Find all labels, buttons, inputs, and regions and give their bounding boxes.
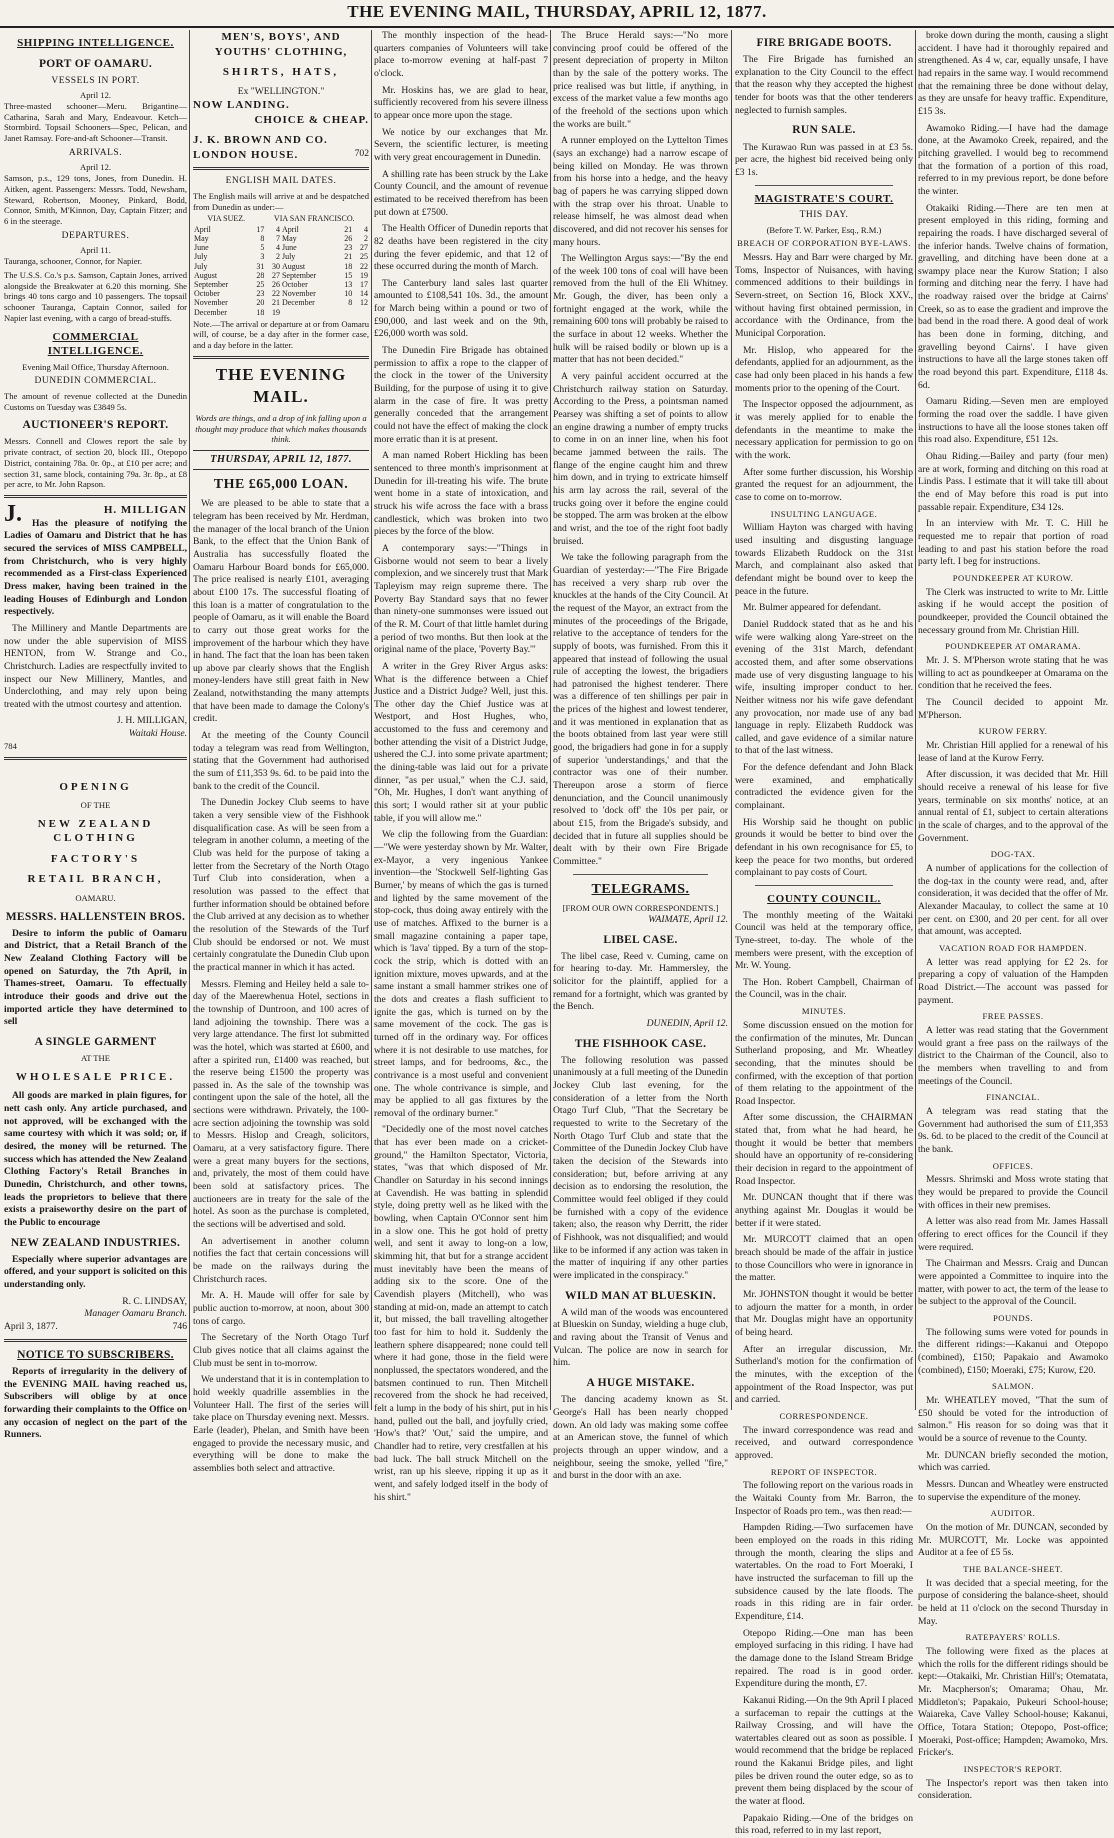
mail-date-cell: May bbox=[281, 234, 297, 243]
mail-date-cell: 19 bbox=[271, 307, 280, 317]
divider bbox=[755, 185, 893, 186]
brown-footer bbox=[193, 148, 369, 163]
subheading: SALMON. bbox=[992, 1381, 1034, 1392]
dunedin-commercial-heading: DUNEDIN COMMERCIAL. bbox=[34, 376, 157, 387]
commercial-heading: COMMERCIAL INTELLIGENCE. bbox=[47, 330, 144, 358]
subheading: REPORT OF INSPECTOR. bbox=[770, 1466, 878, 1477]
column-rule bbox=[550, 30, 551, 1410]
at-the: AT THE bbox=[80, 1053, 111, 1064]
news-paragraph: Mr. WHEATLEY moved, "That the sum of £50 should be voted for the introduction of salmon." His reason for so doing was that it would be a source of revenue to the County. bbox=[918, 1395, 1108, 1445]
divider bbox=[193, 356, 369, 359]
mail-date-cell: 30 bbox=[271, 261, 280, 271]
news-paragraph: Some discussion ensued on the motion for the confirmation of the minutes, Mr. Duncan Sutherland proposing, and Mr. Wheatley seconding, that the minutes should be confirmed, with the exception of that portion of them relating to the appointment of the Road Inspector. bbox=[735, 1019, 913, 1107]
news-paragraph: After an irregular discussion, Mr. Sutherland's motion for the confirmation of the minutes, with the exception of the appointment of the Road Inspector, was put and carried. bbox=[735, 1343, 913, 1406]
news-paragraph: Oamaru Riding.—Seven men are employed forming the road over the saddle. I have given instructions to have all the loose stones taken off this road also. Expenditure, £51 12s. bbox=[918, 396, 1108, 446]
news-paragraph: The dancing academy known as St. George's Hall has been nearly chopped down. An old lady was making some coffee at an American stove, the funnel of which projects through an upper window, and a neighbour, seeing the smoke, yelled "fire," and burst in the door with an axe. bbox=[553, 1394, 728, 1482]
article-paragraph: The Secretary of the North Otago Turf Club gives notice that all claims against the Club must be sent in to-morrow. bbox=[193, 1332, 369, 1369]
ad-number: 784 bbox=[4, 740, 17, 751]
news-paragraph: The inward correspondence was read and received, and outward correspondence approved. bbox=[735, 1424, 913, 1461]
subheading: THE BALANCE-SHEET. bbox=[963, 1564, 1063, 1575]
mail-date-cell: 23 bbox=[344, 243, 353, 253]
news-paragraph: We notice by our exchanges that Mr. Severn, the scientific lecturer, is meeting with very great encouragement in Dunedin. bbox=[374, 126, 548, 163]
divider bbox=[755, 885, 893, 886]
arrivals-text: Samson, p.s., 129 tons, Jones, from Dunedin. H. Aitken, agent. Passengers: Messrs. Todd, Newsham, Steward, Robertson, Mooney, Pinkard, Bodd, Connor, Smith, M'Kinnon, Day, Captain Fitzer; and 6 in the steerage. bbox=[4, 173, 187, 227]
news-paragraph: Messrs. Hay and Barr were charged by Mr. Toms, Inspector of Nuisances, with having commenced additions to their buildings in Severn-street, on Section 16, Block XXV., without having first obtained permission, in accordance with the Ordinance, from the Municipal Corporation. bbox=[735, 252, 913, 340]
divider bbox=[4, 1339, 187, 1342]
mail-date-cell: 27 bbox=[360, 243, 368, 253]
nz-clothing-heading: NEW ZEALAND CLOTHING bbox=[37, 817, 154, 845]
mail-route-headers bbox=[193, 214, 369, 225]
mail-date-cell: June bbox=[281, 243, 297, 253]
news-paragraph: Hampden Riding.—Two surfacemen have been employed on the roads in this riding through the month, clearing the slips and watertables. On the road to Fort Moeraki, I have instructed the surfaceman to fill up the subsidence caused by the late floods. The roads in this riding are in fair order. Expenditure, £14. bbox=[735, 1522, 913, 1622]
news-paragraph: Mr. DUNCAN thought that if there was anything against Mr. Douglas it would be better if it were stated. bbox=[735, 1192, 913, 1229]
mail-date-cell: November bbox=[281, 289, 316, 299]
column-2 bbox=[193, 30, 369, 1474]
news-paragraph: The Dunedin Fire Brigade has obtained permission to affix a rope to the clapper of the clock in the tower of the University Building, for the purpose of using it to give alarm in the case of fire. It was pretty generally conceded that the arrangement could not have the effect of making the clock more erratic than it is at present. bbox=[374, 345, 548, 445]
news-paragraph: The following sums were voted for pounds in the different ridings:—Kakanui and Otepopo (combined), £150; Papakaio and Awamoko (combined), £150; Moeraki, £75; Kurow, £20. bbox=[918, 1326, 1108, 1376]
divider bbox=[573, 874, 708, 875]
divider bbox=[4, 757, 187, 760]
mail-date-cell: 8 bbox=[348, 298, 353, 308]
mail-date-cell: 25 bbox=[360, 252, 368, 262]
date-line: April 12. bbox=[79, 90, 112, 101]
news-paragraph: Mr. JOHNSTON thought it would be better to adjourn the matter for a month, in order that Mr. Douglas might have an opportunity of being heard. bbox=[735, 1289, 913, 1338]
article-paragraph: Messrs. Fleming and Heiley held a sale to-day of the Maerewhenua Hotel, sections in the township of Duntroon, and 100 acres of land adjoining the township. There was a very large attendance. The first lot submitted was the hotel, which was started at £600, and after a spirited run, £1400 was reached, but the reserve being £1500 the property was passed in. As the sale of the township was contingent upon the sale of the hotel, all the sections were withdrawn. Privately, the 100-acre section adjoining the township was sold to Messrs. Hislop and Creagh, solicitors, Oamaru, at a very satisfactory figure. There were a great many buyers for the sections, and, privately, the most of them could have been sold at satisfactory prices. The auctioneers are in treaty for the sale of the hotel. As soon as the purchase is completed, the sections will be advertised and sold. bbox=[193, 978, 369, 1231]
shipping-note: The U.S.S. Co.'s p.s. Samson, Captain Jones, arrived alongside the Breakwater at 6.20 this morning. She brings 40 tons cargo and 10 passengers. The topsail schooner Tauranga, Captain Connor, sailed for Napier last evening, with a cargo of bread-stuffs. bbox=[4, 269, 187, 323]
mail-date-cell: 27 bbox=[271, 270, 280, 280]
news-paragraph: The monthly meeting of the Waitaki Council was held at the temporary office, Tyne-street, to-day. The whole of the members were present, with the exception of Mr. W. Young. bbox=[735, 909, 913, 972]
mail-intro: The English mails will arrive at and be despatched from Dunedin as under:— bbox=[193, 190, 369, 212]
auction-heading: AUCTIONEER'S REPORT. bbox=[22, 419, 169, 432]
mail-date-cell: 28 bbox=[256, 270, 265, 280]
news-paragraph: "Decidedly one of the most novel catches that has ever been made on a cricket-ground," the Hamilton Spectator, Victoria, states, "was that which disposed of Mr. Chandler on Saturday in his second innings at Cavendish. He was batting in splendid style, doing pretty well as he liked with the bowling, when Captain O'Connor sent him in a slow one. This he got hold of pretty well, and sent it away to long-on a low, skimming hit, that but for a strange accident must inevitably have been the means of adding six to the score. One of the Cavendish players (Mitchell), who was standing at mid-on, made an attempt to catch it, but missed, the ball travelling altogether too fast for him to hold it. Suddenly the leathern sphere disappeared; none could tell where it had gone, those in the field were nonplussed, the spectators wondered, and the batsmen continued to run. Then Mitchell recovered from the shock he had received, felt a lump in the body of his shirt, put in his hand, pulled out the ball, and joyfully cried, 'How's that?' 'Out,' said the umpire, and Chandler had to retire, very crestfallen at his bad luck. The ball struck Mitchell on the wrist, ran up his sleeve, ripping it up as it went, and safely lodged itself in the body of his shirt." bbox=[374, 1124, 548, 1503]
vessels-text: Three-masted schooner—Meru. Brigantine—Catharina, Sarah and Mary, Endeavour. Ketch—Stormbird. Topsail Schooners—Spec, Pelican, and Janet Ramsay. Fore-and-aft Schooner—Transit. bbox=[4, 100, 187, 144]
subheading: POUNDS. bbox=[992, 1312, 1034, 1323]
mail-dates-heading: ENGLISH MAIL DATES. bbox=[225, 176, 337, 187]
mistake-heading: A HUGE MISTAKE. bbox=[586, 1377, 695, 1390]
mail-date-cell: 5 bbox=[260, 243, 265, 253]
news-paragraph: The monthly inspection of the head-quarters companies of Volunteers will take place to-morrow evening at half-past 7 o'clock. bbox=[374, 30, 548, 79]
mail-date-cell: August bbox=[281, 261, 306, 271]
mail-date-cell: 14 bbox=[360, 289, 368, 299]
news-paragraph: The Canterbury land sales last quarter amounted to £108,541 10s. 3d., the amount for March being within a pound or two of £90,000, and last week and on the 9th, £26,000 worth was sold. bbox=[374, 277, 548, 340]
news-paragraph: The following resolution was passed unanimously at a full meeting of the Dunedin Jockey Club last evening, for the consideration of a letter from the North Otago Turf Club, "That the Secretary be requested to write to the Secretary of the North Otago Turf Club and state that the Committee of the Dunedin Jockey Club have taken the decision of the Stewards into consideration; but, before arriving at any decision as to endorsing the resolution, the Committee would feel obliged if they could be furnished with a copy of the evidence taken; also, the reason why Derritt, the rider of Fishhook, was not disqualified; and would like to be informed if any action was taken in the matter of inquiring if any other parties were implicated in the conspiracy." bbox=[553, 1054, 728, 1281]
dateline: WAIMATE, April 12. bbox=[648, 913, 728, 925]
mail-date-cell: July bbox=[194, 261, 208, 271]
dropcap: J. bbox=[4, 501, 22, 528]
news-paragraph: The Hon. Robert Campbell, Chairman of the Council, was in the chair. bbox=[735, 976, 913, 1001]
correspondents-line: [FROM OUR OWN CORRESPONDENTS.] bbox=[562, 903, 719, 914]
column-rule bbox=[731, 30, 732, 1410]
news-paragraph: His Worship said he thought on public grounds it would be better to bind over the defendant in his own recognisance for £5, to keep the peace for two months, but ordered complainant to pay costs of Court. bbox=[735, 816, 913, 879]
article-paragraph: We are pleased to be able to state that a telegram has been received by Mr. Herdman, the manager of the local branch of the Union Bank, to the effect that the Union Bank of Australia has successfully floated the Oamaru Harbour Board bonds for £65,000. The price realised is nearly £101, averaging about £100 17s. The successful floating of this loan is a matter of congratulation to the people of Oamaru, as it will enable the Board to carry out those great works for the improvement of the harbour which they have in hand. The fact that the loan has been taken up above par clearly shows that the English money-lenders have still great faith in New Zealand, notwithstanding the many attempts that have been made to damage the Colony's credit. bbox=[193, 498, 369, 725]
mail-date-cell: July bbox=[281, 252, 296, 262]
wholesale-heading: WHOLESALE PRICE. bbox=[15, 1070, 176, 1083]
mail-date-row bbox=[193, 271, 369, 280]
masthead: THE EVENING MAIL, THURSDAY, APRIL 12, 1877. bbox=[0, 0, 1114, 28]
mail-date-cell: October bbox=[281, 279, 308, 289]
mail-date-row bbox=[193, 308, 369, 317]
wildman-heading: WILD MAN AT BLUESKIN. bbox=[565, 1289, 716, 1302]
arrivals-heading: ARRIVALS. bbox=[68, 147, 123, 158]
news-paragraph: Mr. MURCOTT claimed that an open breach should be made of the affair in justice to those Councillors who were in ignorance in the matter. bbox=[735, 1234, 913, 1284]
mail-date-cell: 12 bbox=[360, 298, 368, 308]
departures-text: Tauranga, schooner, Connor, for Napier. bbox=[4, 256, 143, 267]
shipping-heading: SHIPPING INTELLIGENCE. bbox=[17, 37, 174, 49]
subheading: BREACH OF CORPORATION BYE-LAWS. bbox=[737, 238, 911, 249]
news-paragraph: The following report on the various roads in the Waitaki County from Mr. Barron, the Inspector of Roads pro tem., was then read:— bbox=[735, 1480, 913, 1517]
column-1 bbox=[4, 30, 187, 1441]
opening-heading: OPENING bbox=[59, 780, 132, 793]
mail-date-cell: June bbox=[194, 243, 209, 253]
of-the: OF THE bbox=[80, 800, 111, 811]
mail-date-row bbox=[193, 252, 369, 261]
article-paragraph: At the meeting of the County Council today a telegram was read from Wellington, stating that the Government had authorised the sum of £11,353 9s. 6d. to be paid into the bank to the credit of the Council. bbox=[193, 730, 369, 792]
dunedin-commercial-text: The amount of revenue collected at the Dunedin Customs on Tuesday was £3849 5s. bbox=[4, 390, 187, 412]
news-paragraph: Ohau Riding.—Bailey and party (four men) are at work, forming and ditching on this road at Lindis Pass. I estimate that it will take till about the end of May before this road is put into passable repair. Expenditure, £34 12s. bbox=[918, 451, 1108, 513]
mail-date-cell: August bbox=[194, 270, 218, 280]
column-rule bbox=[371, 30, 372, 1410]
mail-date-cell: November bbox=[194, 298, 228, 308]
subheading: KUROW FERRY. bbox=[978, 726, 1048, 737]
news-paragraph: We clip the following from the Guardian:—"We were yesterday shown by Mr. Walter, ex-Mayor, a very ingenious Yankee invention—the 'Stockwell Self-lighting Gas Burner,' by means of which the gas is turned and lighted by the same movement of the stop-cock, thus doing away entirely with the use of matches. Affixed to the burner is a small magazine containing a paper tape, which is 'lava' tipped. By a turn of the stop-cock the strip, which is dotted with an ignition mixture, moves upwards, and at the same instant a small hammer strikes one of the dots and creates a flash sufficient to ignite the gas, which is turned on by the same movement of the cock. The gas is turned off in the ordinary way. For offices where it is not desirable to use matches, for street lamps, and for bedrooms, &c., the contrivance is a most useful and convenient one. The whole contrivance is simple, and may be applied to all gas fixtures by the removal of the ordinary burner." bbox=[374, 829, 548, 1119]
milligan-ad bbox=[4, 503, 187, 751]
divider bbox=[193, 167, 369, 170]
port-heading: PORT OF OAMARU. bbox=[38, 57, 153, 70]
news-paragraph: A contemporary says:—"Things in Gisborne would not seem to bear a lively complexion, and we sincerely trust that Mark Tapleyism may reign supreme there. The Poverty Bay Standard says that no fewer than ninety-one summonses were issued out of the R. M. Court of that little hamlet during a period of two months. But then look at the original name of the place, 'Poverty Bay.'" bbox=[374, 542, 548, 656]
mail-date-cell: 19 bbox=[360, 270, 368, 280]
mail-date-row bbox=[193, 280, 369, 289]
news-paragraph: The Inspector's report was then taken into consideration. bbox=[918, 1777, 1108, 1802]
via-suez: VIA SUEZ. bbox=[207, 214, 246, 224]
news-paragraph: The Health Officer of Dunedin reports that 82 deaths have been registered in the city during the fever epidemic, and that 12 of these occurred during the month of March. bbox=[374, 223, 548, 273]
mail-date-cell: 20 bbox=[256, 298, 265, 308]
mail-date-cell: 25 bbox=[256, 279, 265, 289]
news-paragraph: After discussion, it was decided that Mr. Hill should receive a renewal of his lease for five years, terminable on six months' notice, at an annual rental of £1, subject to certain alterations in the scale of charges, and to the approval of the Government. bbox=[918, 769, 1108, 844]
subheading: OFFICES. bbox=[992, 1160, 1034, 1171]
mail-date-cell: December bbox=[281, 298, 315, 308]
shirts-heading: SHIRTS, HATS, bbox=[222, 66, 340, 79]
mail-date-cell: 21 bbox=[271, 298, 280, 308]
news-paragraph: Mr. J. S. M'Pherson wrote stating that he was willing to act as poundkeeper at Omarama on the condition that he received the fees. bbox=[918, 655, 1108, 692]
run-sale-heading: RUN SALE. bbox=[792, 124, 856, 137]
news-paragraph: A writer in the Grey River Argus asks: What is the difference between a Chief Justice and a District Judge? Well, just this. The other day the Chief Justice was at Westport, and Host Hughes, who, accustomed to the fuss and ceremony and bother attending the visit of a District Judge, ushered the C.J. into some private apartment; the dining-table was laid out for a private dinner, "as per usual," when the C.J. said, "Oh, Mr. Hughes, I don't want anything of this sort; I would rather sit at your public table, if you will allow me." bbox=[374, 660, 548, 824]
news-paragraph: A runner employed on the Lyttelton Times (says an exchange) had a narrow escape of being killed on Monday. He was thrown from his horse into a hedge, and the heavy bag of papers he was carrying slipped down with the strap over his throat. Unable to release himself, he was almost dead when discovered, and did not recover his senses for many hours. bbox=[553, 135, 728, 248]
subheading: POUNDKEEPER AT OMARAMA. bbox=[945, 641, 1081, 652]
column-3 bbox=[374, 30, 548, 1503]
news-paragraph: Otakaiki Riding.—There are ten men at present employed in this riding, forming and repairing the roads. I have discharged several of the inferior hands. Twelve chains of formation, gravelling, and ditching have been done at a swampy place near the Kurow Station; I also forming and ditching near the ferry. I have had the roadway raised over the bridge at Cairns' Creek, so as to ease the gradient and improve the bad bend in the road there. A good deal of work has been done in forming, ditching, and gravelling beyond Cairns'. I have given instructions to have all the large stones taken off the road beyond this part. Expenditure, £118 4s. 6d. bbox=[918, 202, 1108, 391]
subheading: POUNDKEEPER AT KUROW. bbox=[952, 572, 1074, 583]
news-paragraph: A letter was read applying for £2 2s. for preparing a copy of valuation of the Hampden Road District.—The account was passed for payment. bbox=[918, 956, 1108, 1006]
mail-date-row bbox=[193, 298, 369, 307]
news-paragraph: Messrs. Duncan and Wheatley were enstructed to supervise the expenditure of the money. bbox=[918, 1479, 1108, 1503]
article-paragraph: An advertisement in another column notifies the fact that certain concessions will be made on the railways during the Christchurch races. bbox=[193, 1235, 369, 1285]
mail-date-cell: 3 bbox=[260, 252, 265, 262]
hallenstein-heading: MESSRS. HALLENSTEIN BROS. bbox=[5, 910, 186, 923]
commercial-note: Evening Mail Office, Thursday Afternoon. bbox=[22, 361, 169, 372]
via-san-francisco: VIA SAN FRANCISCO. bbox=[273, 214, 355, 224]
news-paragraph: Kakanui Riding.—On the 9th April I placed a surfaceman to repair the cuttings at the Railway Crossing, and will have the watertables cleared out as soon as possible. I would recommend that the bridge be replaced round the Kakanui Bridge piles, and light piles be driven round the outer edge, so as to prevent them being displaced by the scour of the water at flood. bbox=[735, 1694, 913, 1808]
motto: Words are things, and a drop of ink falling upon a thought may produce that which makes thousands think. bbox=[195, 412, 367, 445]
mail-date-cell: 4 bbox=[275, 243, 280, 253]
date-line: April 12. bbox=[79, 162, 112, 173]
mail-date-cell: 23 bbox=[256, 289, 265, 299]
mail-date-cell: 31 bbox=[256, 261, 265, 271]
milligan-name: H. MILLIGAN bbox=[103, 504, 187, 517]
mail-date-cell: April bbox=[194, 224, 211, 234]
mail-date-cell: 8 bbox=[260, 234, 265, 243]
news-paragraph: A shilling rate has been struck by the Lake County Council, and the amount of revenue estimated to be received therefrom has been put down at £7500. bbox=[374, 168, 548, 218]
departures-heading: DEPARTURES. bbox=[61, 230, 130, 241]
mens-clothing-heading: MEN'S, BOYS', AND YOUTHS' CLOTHING, bbox=[214, 31, 348, 58]
mail-date-cell: 2 bbox=[364, 234, 368, 243]
news-paragraph: Mr. DUNCAN briefly seconded the motion, which was carried. bbox=[918, 1449, 1108, 1474]
news-paragraph: On the motion of Mr. DUNCAN, seconded by Mr. MURCOTT, Mr. Locke was appointed Auditor at a fee of £5 5s. bbox=[918, 1522, 1108, 1559]
lindsay-title: Manager Oamaru Branch. bbox=[84, 1308, 187, 1320]
mail-date-cell: May bbox=[194, 234, 209, 243]
news-paragraph: The Inspector opposed the adjournment, as it was merely applied for to enable the defendants in the meantime to make the necessary application for permission to go on with the work. bbox=[735, 399, 913, 461]
lindsay-date: April 3, 1877. bbox=[4, 1321, 58, 1333]
industries-text: Especially where superior advantages are offered, and your support is solicited on this understanding only. bbox=[4, 1253, 187, 1291]
telegrams-heading: TELEGRAMS. bbox=[591, 881, 690, 897]
subheading: FINANCIAL. bbox=[986, 1092, 1040, 1103]
magistrate-heading: MAGISTRATE'S COURT. bbox=[754, 192, 894, 205]
column-5 bbox=[735, 30, 913, 1837]
vessels-heading: VESSELS IN PORT. bbox=[51, 75, 140, 86]
millinery-text: The Millinery and Mantle Departments are now under the able supervision of MISS HENTON, from W. Strange and Co., Christchurch. Ladies are respectfully invited to inspect our New Millinery, Mantles, and Underclothing, and may rely upon being treated with the utmost courtesy and attention. bbox=[4, 622, 187, 710]
mail-date-cell: 7 bbox=[275, 234, 280, 243]
county-council-heading: COUNTY COUNCIL. bbox=[767, 893, 881, 906]
article-paragraph: The Dunedin Jockey Club seems to have taken a very sensible view of the Fishhook disqualification case. As will be seen from a telegram in another column, a meeting of the Club was held for the purpose of taking a letter from the Secretary of the North Otago Turf Club into consideration, when a resolution was passed to the effect that further information should be obtained before the Club arrived at any decision as to whether the resolution of the Stewards of the Turf Club should be endorsed or not. We must certainly congratulate the Dunedin Club upon the practical manner in which it has acted. bbox=[193, 797, 369, 973]
news-paragraph: Mr. Hoskins has, we are glad to hear, sufficiently recovered from his severe illness to appear once more upon the stage. bbox=[374, 84, 548, 121]
news-paragraph: The Wellington Argus says:—"By the end of the week 100 tons of coal will have been removed from the hull of the Eli Whitney. Mr. Gough, the diver, has been only a fortnight engaged at the work, while the remaining 600 tons will probably be raised to the surface in about 12 weeks. Whether the hulk will be raised bodily or blown up is a matter that has not been decided." bbox=[553, 253, 728, 366]
mail-date-cell: 4 bbox=[364, 224, 368, 234]
mail-date-cell: April bbox=[281, 224, 299, 234]
lindsay-footer bbox=[4, 1321, 187, 1334]
column-4 bbox=[553, 30, 728, 1482]
news-paragraph: After some discussion, the CHAIRMAN stated that, from what he had heard, he thought it would be better that members should have an opportunity of re-considering their decision in regard to the appointment of Road Inspector. bbox=[735, 1112, 913, 1187]
subheading: DOG-TAX. bbox=[990, 849, 1036, 860]
news-paragraph: The following were fixed as the places at which the rolls for the different ridings should be kept:—Otakaiki, Mr. Christian Hill's; Otematata, Mr. Macpherson's; Omarama; Ohau, Mr. Middleton's; Papakaio, Pukeuri School-house; Waiareka, Cave Valley School-house; Kakanui, Office, Totara Station; Otepopo, Post-office; Moeraki, Post-office; Hampden; Awamoko, Mrs. Fricker's. bbox=[918, 1646, 1108, 1759]
news-paragraph: A man named Robert Hickling has been sentenced to three month's imprisonment at Dunedin for ill-treating his wife. The brute went home in a state of intoxication, and struck his wife across the face with a brass candlestick, which was broken into two pieces by the force of the blow. bbox=[374, 450, 548, 538]
subheading: AUDITOR. bbox=[990, 1508, 1036, 1519]
notice-text: Reports of irregularity in the delivery of the EVENING MAIL having reached us, Subscribers will oblige by at once forwarding their complaints to the Office on any occasion of neglect on the part of the Runners. bbox=[4, 1365, 187, 1441]
mail-date-cell: 17 bbox=[360, 279, 368, 289]
news-paragraph: Mr. Hislop, who appeared for the defendants, applied for an adjournment, as the case had only been placed in his hands a few moments prior to the opening of the Court. bbox=[735, 344, 913, 394]
wholesale-text: All goods are marked in plain figures, for nett cash only. Any article purchased, and not approved, will be exchanged with the same courtesy with which it was sold; or, if desired, the money will be returned. The success which has attended the New Zealand Clothing Factory's Retail Branches in Dunedin, Christchurch, and other towns, leads the proprietors to believe that there exists a praiseworthy desire on the part of the Public to encourage bbox=[4, 1090, 187, 1228]
subheading: FREE PASSES. bbox=[982, 1011, 1044, 1022]
news-paragraph: William Hayton was charged with having used insulting and disgusting language towards Elizabeth Ruddock on the 31st March, and complainant also asked that defendant might be bound over to keep the peace in the future. bbox=[735, 522, 913, 597]
mail-date-cell bbox=[338, 308, 354, 317]
news-paragraph: The Clerk was instructed to write to Mr. Little asking if he would accept the position of poundkeeper, provided the Council obtained the necessary ground from Mr. Christian Hill. bbox=[918, 586, 1108, 636]
article-paragraph: We understand that it is in contemplation to hold weekly quadrille assemblies in the Volunteer Hall. The first of the series will take place on Thursday evening next. Messrs. Earle (leader), Phelan, and Smith have been engaged to provide the necessary music, and everything will be done to make the assemblies both select and attractive. bbox=[193, 1374, 369, 1474]
news-paragraph: The Kurawao Run was passed in at £3 5s. per acre, the highest bid received being only £3 1s. bbox=[735, 141, 913, 178]
news-paragraph: Awamoko Riding.—I have had the damage done, at the Awamoko Creek, repaired, and the pitching gravelled. I would beg to recommend that the formation of a portion of this road, referred to in my previous report, be done before the winter. bbox=[918, 122, 1108, 197]
news-paragraph: Mr. Christian Hill applied for a renewal of his lease of land at the Kurow Ferry. bbox=[918, 740, 1108, 764]
news-paragraph: Daniel Ruddock stated that as he and his wife were walking along Yare-street on the evening of the 31st March, defendant accosted them, and after some observations made use of very disgusting language to his wife, insulting improper conduct to her. Neither witness nor his wife gave defendant any provocation, nor made use of any bad language in reply. Elizabeth Ruddock was called, and gave evidence of a similar nature to that of the last witness. bbox=[735, 618, 913, 757]
mail-date-row bbox=[193, 225, 369, 234]
news-paragraph: A letter was read stating that the Government would grant a free pass on the railways of the district to the Chairman of the Council, also to the members when travelling to and from meetings of the Council. bbox=[918, 1025, 1108, 1087]
news-paragraph: The Council decided to appoint Mr. M'Pherson. bbox=[918, 696, 1108, 721]
column-rule bbox=[189, 30, 190, 1410]
brown-house: LONDON HOUSE. bbox=[193, 148, 299, 161]
news-paragraph: After some further discussion, his Worship granted the request for an adjournment, the case to come on to-morrow. bbox=[735, 466, 913, 503]
mail-date-cell: September bbox=[194, 279, 229, 289]
news-paragraph: We take the following paragraph from the Guardian of yesterday:—"The Fire Brigade has received a very sharp rub over the knuckles at the hands of the City Council. At the request of the Mayor, an extract from the minutes of the proceedings of the Brigade, relative to the acceptance of tenders for the supply of boots, was furnished. From this it appeared that instead of following the usual rule of accepting the lowest, the brigadiers had patronised the highest tenderer. There was a difference of ten shillings per pair in the prices of the highest and lowest tenderer, and it was mentioned in explanation that as the boots obtained from last year were still good, the brigadiers had gone in for a supply of superior 'understandings,' and that the contractor was one of their number. Thereupon arose a storm of fierce denunciation, and the Council unanimously resolved to 'dock off' the 10s per pair, or about £15, from the Brigade's subsidy, and decided that in future all supplies should be dealt with by their own Fire Brigade Committee." bbox=[553, 552, 728, 867]
subheading: INSULTING LANGUAGE. bbox=[770, 508, 878, 519]
divider bbox=[4, 495, 187, 498]
news-paragraph: The libel case, Reed v. Cuming, came on for hearing to-day. Mr. Hammersley, the solicitor for the plaintiff, applied for a remand for a fortnight, which was granted by the Bench. bbox=[553, 950, 728, 1013]
mail-date-row bbox=[193, 234, 369, 243]
this-day: THIS DAY. bbox=[799, 210, 849, 221]
mail-date-cell: 18 bbox=[256, 307, 265, 317]
choice-cheap: CHOICE & CHEAP. bbox=[254, 113, 369, 126]
news-paragraph: broke down during the month, causing a slight accident. I have had it thoroughly repaired and strengthened. As 4 w, car, equally unsafe, I have had repairs in the same way. I would recommend that the remaining three be done without delay, as they are unsafe for heavy traffic. Expenditure, £15 3s. bbox=[918, 30, 1108, 117]
fishhook-heading: THE FISHHOOK CASE. bbox=[574, 1037, 707, 1050]
mail-date-cell: 22 bbox=[271, 289, 280, 299]
subheading: RATEPAYERS' ROLLS. bbox=[965, 1632, 1061, 1643]
loan-heading: THE £65,000 LOAN. bbox=[213, 476, 349, 492]
evening-mail-title: THE EVENING MAIL. bbox=[215, 364, 347, 407]
mail-date-row bbox=[193, 289, 369, 298]
mail-date-cell: July bbox=[194, 252, 208, 262]
fire-boots-heading: FIRE BRIGADE BOOTS. bbox=[756, 37, 892, 49]
mail-dates-table bbox=[193, 225, 369, 317]
mail-date-cell: September bbox=[281, 270, 317, 280]
mail-date-cell: December bbox=[194, 307, 227, 317]
milligan-text: Has the pleasure of notifying the Ladies of Oamaru and District that he has secured the services of MISS CAMPBELL, from Christchurch, who is very highly recommended as a First-class Experienced Dress maker, having been trained in the leading Houses of Edinburgh and London respectively. bbox=[4, 517, 187, 618]
mail-date-cell: 21 bbox=[344, 252, 353, 262]
ad-number: 746 bbox=[172, 1321, 187, 1333]
retail-heading: RETAIL BRANCH, bbox=[27, 873, 164, 886]
oamaru-heading: OAMARU. bbox=[75, 892, 116, 903]
mail-date-row bbox=[193, 243, 369, 252]
news-paragraph: Papakaio Riding.—One of the bridges on this road, referred to in my last report, bbox=[735, 1812, 913, 1837]
nz-industries-heading: NEW ZEALAND INDUSTRIES. bbox=[10, 1236, 181, 1249]
news-paragraph: The Fire Brigade has furnished an explanation to the City Council to the effect that the reason why they accepted the highest tender for boots was that the other tenderers neglected to furnish samples. bbox=[735, 54, 913, 116]
mail-date-cell: 21 bbox=[344, 224, 353, 234]
mail-date-cell: 10 bbox=[344, 289, 353, 299]
brown-name: J. K. BROWN AND CO. bbox=[193, 134, 328, 147]
mail-date-cell: 13 bbox=[344, 279, 353, 289]
subheading: MINUTES. bbox=[801, 1006, 847, 1017]
news-paragraph: It was decided that a special meeting, for the purpose of considering the balance-sheet, should be held at 11 o'clock on the second Thursday in May. bbox=[918, 1577, 1108, 1627]
article-paragraph: Mr. A. H. Maude will offer for sale by public auction to-morrow, at noon, about 300 tons of cargo. bbox=[193, 1290, 369, 1327]
single-garment-heading: A SINGLE GARMENT bbox=[34, 1035, 157, 1048]
mail-date-cell: October bbox=[194, 289, 220, 299]
milligan-sign: J. H. MILLIGAN, bbox=[116, 715, 187, 727]
notice-heading: NOTICE TO SUBSCRIBERS. bbox=[17, 1348, 174, 1361]
news-paragraph: For the defence defendant and John Black were examined, and emphatically contradicted the evidence given for the complainant. bbox=[735, 762, 913, 812]
mail-date-cell: 17 bbox=[256, 224, 265, 234]
mail-note: Note.—The arrival or departure at or from Oamaru will, of course, be a day after in the former case, and a day before in the latter. bbox=[193, 318, 369, 351]
news-paragraph: In an interview with Mr. T. C. Hill he requested me to repair that portion of road leading to and past his station before the road party left. I beg for instructions. bbox=[918, 518, 1108, 568]
factory-heading: FACTORY'S bbox=[50, 852, 141, 865]
column-rule bbox=[915, 30, 916, 1410]
auction-text: Messrs. Connell and Clowes report the sale by private contract, of section 20, block III., Otepopo District, containing 78a. 0r. 0p., at £10 per acre; and section 31, same block, containing 79a. 3r. 8p., at £8 per acre, to Mr. John Rapson. bbox=[4, 436, 187, 490]
mail-date-cell: 22 bbox=[360, 261, 368, 271]
lindsay-name: R. C. LINDSAY, bbox=[122, 1295, 187, 1307]
date-bar: THURSDAY, APRIL 12, 1877. bbox=[193, 450, 369, 470]
subheading: CORRESPONDENCE. bbox=[779, 1410, 869, 1421]
news-paragraph: A telegram was read stating that the Government had authorised the sum of £11,353 9s. 6d. to be placed to the credit of the Council at the bank. bbox=[918, 1106, 1108, 1156]
before-line: (Before T. W. Parker, Esq., R.M.) bbox=[766, 224, 882, 235]
mail-date-cell: 4 bbox=[275, 224, 280, 234]
mail-date-cell: 15 bbox=[344, 270, 353, 280]
ad-number: 702 bbox=[354, 147, 369, 159]
now-landing: NOW LANDING. bbox=[193, 99, 290, 112]
mail-date-cell bbox=[353, 308, 369, 317]
news-paragraph: The Chairman and Messrs. Craig and Duncan were appointed a Committee to inquire into the matter, with power to act, the term of the lease to be subject to the approval of the Council. bbox=[918, 1258, 1108, 1308]
column-6 bbox=[918, 30, 1108, 1802]
subheading: VACATION ROAD FOR HAMPDEN. bbox=[939, 942, 1087, 953]
mail-date-cell: 26 bbox=[344, 234, 353, 243]
news-paragraph: A letter was also read from Mr. James Hassall offering to erect offices for the Council if they were required. bbox=[918, 1216, 1108, 1253]
mail-date-cell: 2 bbox=[275, 252, 280, 262]
news-paragraph: A number of applications for the collection of the dog-tax in the county were read, and, after consideration, it was decided that the offer of Mr. Alexander Macaulay, to collect the same at 10 per cent. on £300, and 20 per cent. for all over that amount, was accepted. bbox=[918, 863, 1108, 938]
news-paragraph: Mr. Bulmer appeared for defendant. bbox=[743, 602, 881, 614]
date-line: April 11. bbox=[80, 245, 111, 256]
hallenstein-text: Desire to inform the public of Oamaru and District, that a Retail Branch of the New Zealand Clothing Factory will be opened on Saturday, the 7th April, in Thames-street, Oamaru. To effectually introduce their goods and drive out the imported article they have determined to sell bbox=[4, 927, 187, 1028]
mail-date-cell: 18 bbox=[344, 261, 353, 271]
dateline: DUNEDIN, April 12. bbox=[646, 1017, 728, 1029]
mail-date-row bbox=[193, 262, 369, 271]
ex-wellington: Ex "WELLINGTON." bbox=[237, 85, 325, 97]
news-paragraph: Messrs. Shrimski and Moss wrote stating that they would be prepared to provide the Council with offices in their new premises. bbox=[918, 1174, 1108, 1211]
news-paragraph: The Bruce Herald says:—"No more convincing proof could be offered of the present depreciation of property in Milton than by the sale of the pottery works. The price realised was but little, if anything, in excess of the market value a few months ago of the freehold of the sections upon which the works are built." bbox=[553, 30, 728, 130]
news-paragraph: A very painful accident occurred at the Christchurch railway station on Saturday. According to the Press, a pointsman named Pearsey was shifting a set of points to allow an engine drawing a number of empty trucks to come in on an inner line, when his foot became jammed between the rails. The flange of the engine caught him and threw him down, and in trying to extricate himself his arm lay across the rail, several of the trucks going over it before the engine could be stopped. The arm was broken at the elbow and wrist, and the toe of the right foot badly bruised. bbox=[553, 371, 728, 547]
news-paragraph: A wild man of the woods was encountered at Blueskin on Sunday, wielding a huge club, and raving about the Transit of Venus and Vulcan. The police are now in search for him. bbox=[553, 1306, 728, 1369]
milligan-place: Waitaki House. bbox=[128, 728, 187, 740]
libel-heading: LIBEL CASE. bbox=[603, 933, 678, 946]
subheading: INSPECTOR'S REPORT. bbox=[963, 1764, 1063, 1775]
news-paragraph: Otepopo Riding.—One man has been employed surfacing in this riding. I have had the damage done to the Island Stream Bridge repaired. The road is in good order. Expenditure during the month, £7. bbox=[735, 1627, 913, 1690]
mail-date-cell: 26 bbox=[271, 279, 280, 289]
mail-date-cell bbox=[281, 308, 338, 317]
